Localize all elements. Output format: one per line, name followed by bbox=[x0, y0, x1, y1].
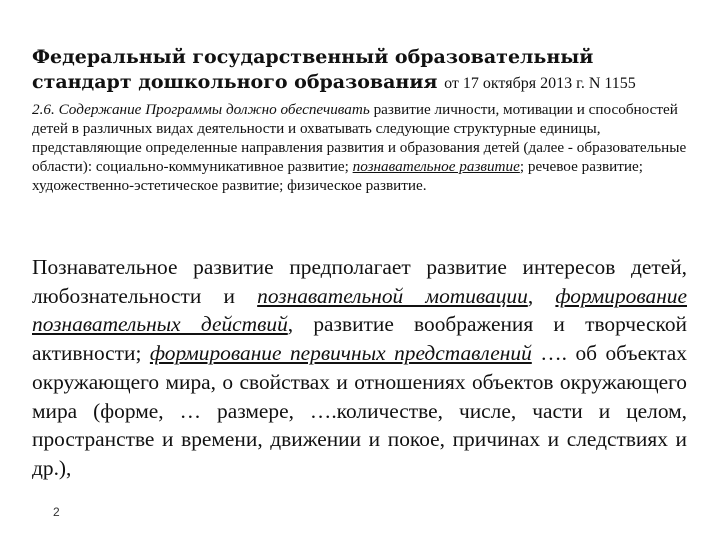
body-emphasis-1: познавательной мотивации bbox=[257, 283, 528, 308]
page-number: 2 bbox=[53, 505, 60, 519]
body-text-2: , bbox=[527, 283, 534, 308]
section-text-1: развитие личности, мотивации и способностей детей в различных видах деятельности и охватывать следующие структурные единицы, представляющие определенные направления развития и образования детей (далее - образовательные области): социально-коммуникативное развитие; bbox=[32, 101, 687, 175]
document-heading bbox=[32, 45, 696, 96]
body-emphasis-3: формирование первичных представлений bbox=[149, 341, 532, 366]
body-text-4: …. об объектах окружающего мира, о свойствах и отношениях объектов окружающего мира (форме, … размере, ….количестве, числе, части и целом, пространстве и времени, движении и покое, причинах и следствиях и др.), bbox=[32, 341, 687, 480]
body-text-3: , развитие воображения и творческой активности; bbox=[32, 312, 687, 366]
section-lead: 2.6. Содержание Программы должно обеспечивать bbox=[32, 101, 370, 118]
body-emphasis-2: формирование познавательных действий bbox=[32, 283, 687, 337]
section-emphasis: познавательное развитие bbox=[352, 157, 520, 175]
heading-date: от 17 октября 2013 г. N 1155 bbox=[444, 75, 636, 92]
body-text-1: Познавательное развитие предполагает развитие интересов детей, любознательности и bbox=[32, 255, 687, 308]
section-2-6 bbox=[32, 101, 689, 196]
section-text-2: ; речевое развитие; художественно-эстетическое развитие; физическое развитие. bbox=[32, 157, 643, 194]
heading-title: Федеральный государственный образовательный стандарт дошкольного образования bbox=[32, 46, 594, 93]
cognitive-development-paragraph bbox=[32, 253, 687, 483]
